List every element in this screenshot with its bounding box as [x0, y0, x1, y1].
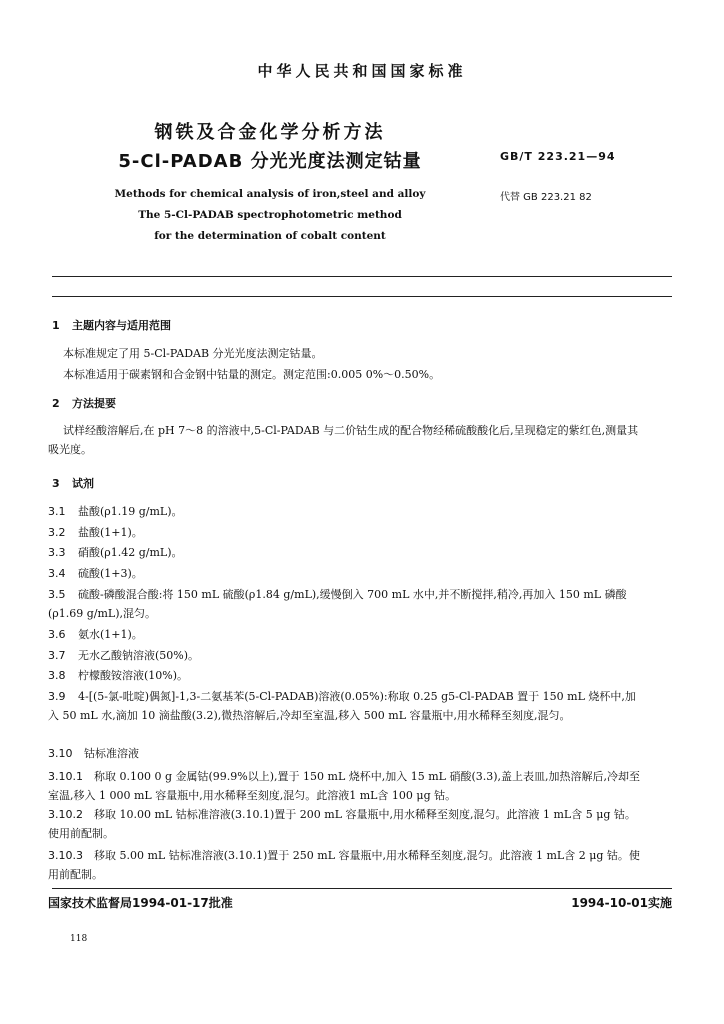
item-text: 钴标准溶液 [84, 747, 139, 760]
section-1-paragraph-1: 本标准规定了用 5-Cl-PADAB 分光光度法测定钴量。 [63, 347, 323, 360]
section-2-paragraph: 试样经酸溶解后,在 pH 7～8 的溶液中,5-Cl-PADAB 与二价钴生成的配合物经稀硫酸酸化后,呈现稳定的紫红色,测量其吸光度。 [48, 424, 639, 456]
item-number: 3.3 [48, 546, 66, 559]
title-english-line2: The 5-Cl-PADAB spectrophotometric method [138, 209, 402, 221]
item-text: 4-[(5-氯-吡啶)偶氮]-1,3-二氨基苯(5-Cl-PADAB)溶液(0.05%):称取 0.25 g5-Cl-PADAB 置于 150 mL 烧杯中,加入 50 mL 水,滴加 10 滴盐酸(3.2),微热溶解后,冷却至室温,移入 500 mL 容量瓶中,用水稀释至刻度,混匀。 [48, 690, 636, 722]
item-text: 硝酸(ρ1.42 g/mL)。 [78, 546, 183, 559]
section-title: 方法提要 [72, 397, 116, 410]
page-number: 118 [70, 934, 88, 944]
title-english-line1: Methods for chemical analysis of iron,steel and alloy [114, 188, 426, 200]
reagent-item [48, 646, 643, 665]
title-english-line3: for the determination of cobalt content [154, 230, 386, 242]
section-1-paragraph-2: 本标准适用于碳素钢和合金钢中钴量的测定。测定范围:0.005 0%～0.50%。 [63, 368, 441, 381]
replaces-standard: 代替 GB 223.21 82 [500, 192, 592, 203]
reagent-item [48, 585, 643, 623]
item-number: 3.2 [48, 526, 66, 539]
reagent-item [48, 523, 643, 542]
item-number: 3.6 [48, 628, 66, 641]
reagent-item [48, 543, 643, 562]
item-text: 盐酸(1+1)。 [78, 526, 143, 539]
section-title: 主题内容与适用范围 [72, 319, 171, 332]
item-text: 硫酸-磷酸混合酸:将 150 mL 硫酸(ρ1.84 g/mL),缓慢倒入 700 mL 水中,并不断搅拌,稍冷,再加入 150 mL 磷酸(ρ1.69 g/mL),混匀。 [48, 588, 627, 620]
section-number: 3 [52, 477, 60, 490]
item-number: 3.10.3 [48, 849, 83, 862]
section-3-heading [52, 475, 94, 491]
section-2-heading [52, 395, 116, 411]
effective-date: 1994-10-01实施 [571, 896, 672, 910]
reagent-item [48, 846, 643, 884]
approval-date: 国家技术监督局1994-01-17批准 [48, 896, 233, 910]
section-title: 试剂 [72, 477, 94, 490]
section-number: 2 [52, 397, 60, 410]
header-rule-bottom [52, 296, 672, 297]
country-standard-header: 中华人民共和国国家标准 [257, 62, 467, 80]
reagent-item [48, 502, 643, 521]
reagent-item [48, 564, 643, 583]
item-number: 3.9 [48, 690, 66, 703]
reagent-item [48, 666, 643, 685]
item-text: 氨水(1+1)。 [78, 628, 143, 641]
standard-number: GB/T 223.21—94 [500, 150, 616, 163]
header-rule-top [52, 276, 672, 277]
item-number: 3.5 [48, 588, 66, 601]
section-number: 1 [52, 319, 60, 332]
reagent-item [48, 744, 643, 763]
item-number: 3.7 [48, 649, 66, 662]
footer-rule [52, 888, 672, 889]
item-text: 硫酸(1+3)。 [78, 567, 143, 580]
item-number: 3.10.1 [48, 770, 83, 783]
section-1-heading [52, 317, 171, 333]
reagent-item [48, 625, 643, 644]
item-number: 3.4 [48, 567, 66, 580]
item-number: 3.10 [48, 747, 73, 760]
title-chinese-line1: 钢铁及合金化学分析方法 [154, 122, 386, 143]
reagent-item [48, 687, 643, 725]
item-text: 移取 5.00 mL 钴标准溶液(3.10.1)置于 250 mL 容量瓶中,用水稀释至刻度,混匀。此溶液 1 mL含 2 μg 钴。使用前配制。 [48, 849, 640, 881]
item-text: 盐酸(ρ1.19 g/mL)。 [78, 505, 183, 518]
item-text: 柠檬酸铵溶液(10%)。 [78, 669, 189, 682]
item-number: 3.10.2 [48, 808, 83, 821]
reagent-item [48, 767, 643, 805]
item-number: 3.8 [48, 669, 66, 682]
title-chinese-line2: 5-Cl-PADAB 分光光度法测定钴量 [118, 151, 422, 172]
item-text: 无水乙酸钠溶液(50%)。 [78, 649, 200, 662]
item-number: 3.1 [48, 505, 66, 518]
item-text: 移取 10.00 mL 钴标准溶液(3.10.1)置于 200 mL 容量瓶中,用水稀释至刻度,混匀。此溶液 1 mL含 5 μg 钴。使用前配制。 [48, 808, 636, 840]
item-text: 称取 0.100 0 g 金属钴(99.9%以上),置于 150 mL 烧杯中,加入 15 mL 硝酸(3.3),盖上表皿,加热溶解后,冷却至室温,移入 1 000 mL 容量瓶中,用水稀释至刻度,混匀。此溶液1 mL含 100 μg 钴。 [48, 770, 641, 802]
reagent-item [48, 805, 643, 843]
